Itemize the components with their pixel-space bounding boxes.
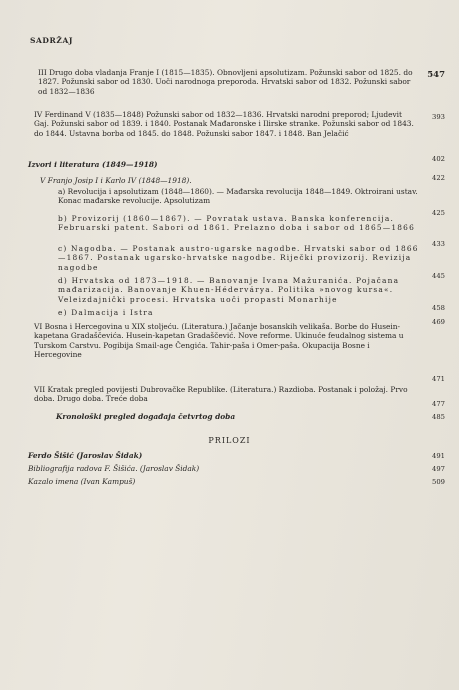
toc-entry-text: III Drugo doba vladanja Franje I (1815—1835). Obnovljeni apsolutizam. Požunski sabor od 1825. do 1827. Požunski sabor od 1830. Uoči narodnoga preporoda. Hrvatski sabor od 1832. Požunski sabor od 1832—1836 bbox=[38, 68, 413, 96]
toc-page: 477 bbox=[432, 400, 445, 408]
toc-entry-text: a) Revolucija i apsolutizam (1848—1860). — Mađarska revolucija 1848—1849. Oktroirani ustav. Konac mađarske revolucije. Apsolutizam bbox=[58, 187, 418, 206]
toc-entry-a[interactable] bbox=[58, 187, 419, 206]
toc-entry-text: Izvori i literatura (1849—1918) bbox=[28, 160, 158, 169]
toc-page: 393 bbox=[432, 113, 445, 121]
prilozi-item-bibliografija[interactable] bbox=[28, 464, 419, 473]
toc-entry-iv[interactable] bbox=[34, 110, 419, 138]
section-title-prilozi: PRILOZI bbox=[208, 436, 251, 445]
toc-page: 402 bbox=[432, 155, 445, 163]
toc-entry-iii[interactable] bbox=[38, 68, 419, 96]
toc-page: 491 bbox=[432, 452, 445, 460]
toc-page: 433 bbox=[432, 240, 445, 248]
toc-page: 497 bbox=[432, 465, 445, 473]
toc-entry-text: Kronološki pregled događaja četvrtog doba bbox=[56, 412, 236, 421]
toc-page: 458 bbox=[432, 304, 445, 312]
toc-entry-c[interactable] bbox=[58, 244, 419, 272]
toc-entry-b[interactable] bbox=[58, 214, 419, 233]
toc-entry-izvori[interactable] bbox=[28, 160, 419, 169]
toc-page: 485 bbox=[432, 413, 445, 421]
toc-page: 469 bbox=[432, 318, 445, 326]
toc-entry-vi[interactable] bbox=[34, 322, 419, 360]
toc-entry-text: c) Nagodba. — Postanak austro-ugarske nagodbe. Hrvatski sabor od 1866—1867. Postanak ugarsko-hrvatske nagodbe. Riječki provizorij. Revizija nagodbe bbox=[58, 244, 419, 272]
toc-entry-text: d) Hrvatska od 1873—1918. — Banovanje Ivana Mažuranića. Pojačana mađarizacija. Banovanje Khuen-Hédervárya. Politika »novog kursa«. Veleizdajnički procesi. Hrvatska uoči propasti Monarhije bbox=[58, 276, 400, 304]
page-header: SADRŽAJ bbox=[30, 36, 74, 45]
toc-entry-text: VII Kratak pregled povijesti Dubrovačke Republike. (Literatura.) Razdioba. Postanak i položaj. Prvo doba. Drugo doba. Treće doba bbox=[34, 385, 408, 404]
prilozi-item-kazalo[interactable] bbox=[28, 477, 419, 486]
toc-page: 422 bbox=[432, 174, 445, 182]
toc-entry-vii[interactable] bbox=[34, 385, 419, 404]
toc-entry-kronoloski[interactable] bbox=[56, 412, 419, 421]
toc-page: 445 bbox=[432, 272, 445, 280]
toc-entry-text: V Franjo Josip I i Karlo IV (1848—1918). bbox=[40, 176, 192, 185]
toc-entry-text: e) Dalmacija i Istra bbox=[58, 308, 154, 317]
prilozi-item-text: Bibliografija radova F. Šišića. (Jaroslav Šidak) bbox=[28, 464, 200, 473]
toc-entry-text: IV Ferdinand V (1835—1848) Požunski sabor od 1832—1836. Hrvatski narodni preporod; Ljudevit Gaj. Požunski sabor od 1839. i 1840. Postanak Mađaronske i Ilirske stranke. Požunski sabor od 1843. do 1844. Ustavna borba od 1845. do 1848. Požunski sabor 1847. i 1848. Ban Jelačić bbox=[34, 110, 414, 138]
toc-entry-e[interactable] bbox=[58, 308, 419, 317]
toc-page: 425 bbox=[432, 209, 445, 217]
toc-page: 509 bbox=[432, 478, 445, 486]
toc-entry-v[interactable] bbox=[40, 176, 419, 185]
toc-entry-text: VI Bosna i Hercegovina u XIX stoljeću. (Literatura.) Jačanje bosanskih velikaša. Borbe do Husein-kapetana Gradaščevića. Husein-kapetan Gradaščević. Nove reforme. Ukinuće feudalnog sistema u Turskom Carstvu. Pogibija Smail-age Čengića. Tahir-paša i Omer-paša. Okupacija Bosne i Hercegovine bbox=[34, 322, 404, 360]
page-number: 547 bbox=[427, 70, 445, 80]
toc-entry-d[interactable] bbox=[58, 276, 419, 304]
prilozi-item-sisic[interactable] bbox=[28, 451, 419, 460]
prilozi-item-text: Ferdo Šišić (Jaroslav Šidak) bbox=[28, 451, 143, 460]
toc-page: 471 bbox=[432, 375, 445, 383]
toc-entry-text: b) Provizorij (1860—1867). — Povratak ustava. Banska konferencija. Februarski patent. Sabori od 1861. Prelazno doba i sabor od 1865—1866 bbox=[58, 214, 415, 233]
prilozi-item-text: Kazalo imena (Ivan Kampuš) bbox=[28, 477, 136, 486]
